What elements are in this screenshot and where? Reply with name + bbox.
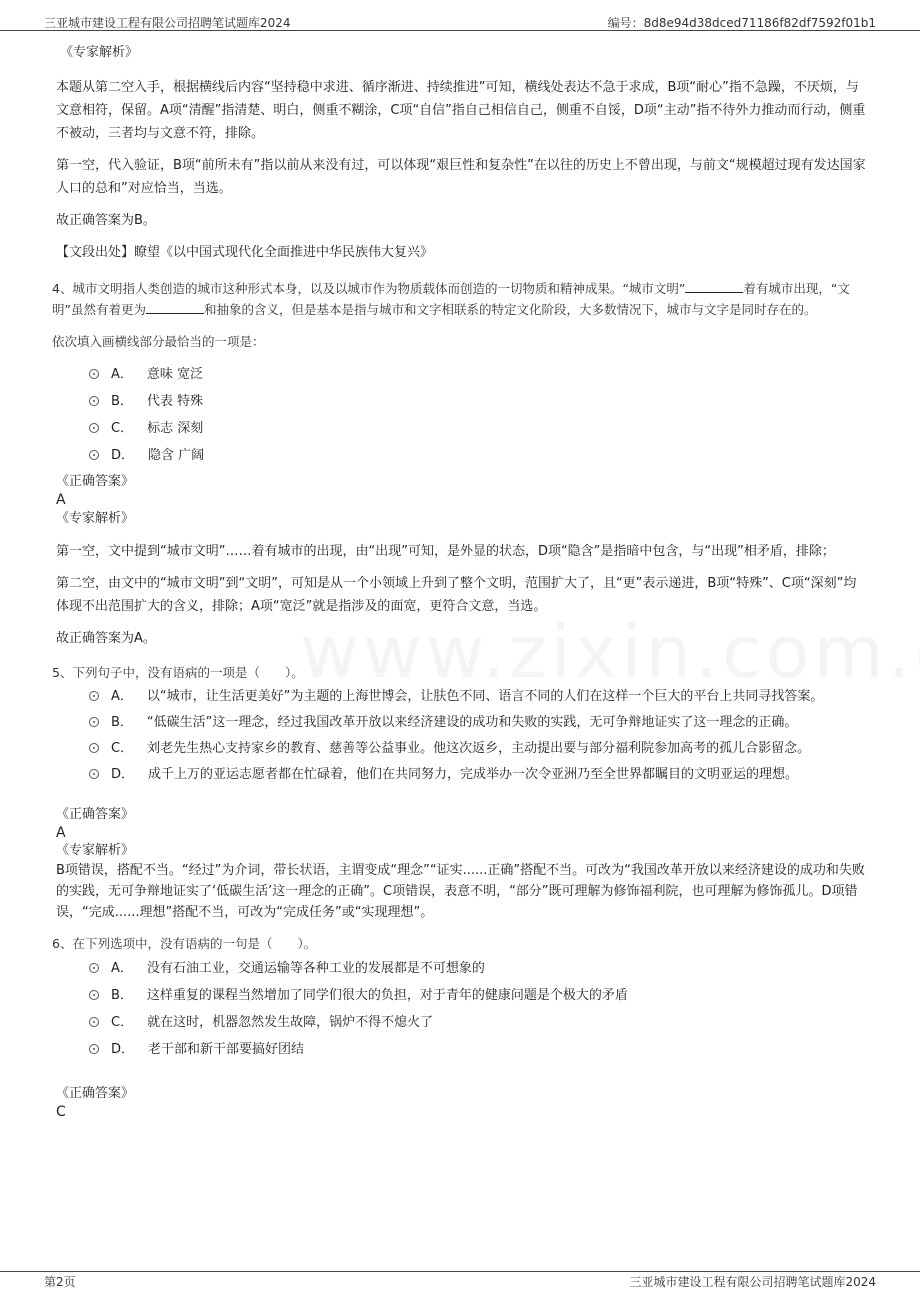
page-header [0,0,920,31]
footer-title: 三亚城市建设工程有限公司招聘笔试题库2024 [629,1275,876,1289]
q4-option-a[interactable]: A． 意味 宽泛 [52,364,868,386]
q4-option-b[interactable]: B． 代表 特殊 [52,391,868,413]
q5-option-c[interactable]: C． 刘老先生热心支持家乡的教育、慈善等公益事业。他这次返乡，主动提出要与部分福利院参加高考的孤儿合影留念。 [52,738,868,760]
q4-answer: A [56,492,66,508]
radio-button[interactable] [89,1017,99,1027]
q4-option-d[interactable]: D． 隐含 广阔 [52,445,868,467]
q4-stem-b: 着有城市出现，“文明”虽然有着更为 [52,281,850,317]
main-content [52,44,868,1121]
q6-option-d[interactable]: D． 老干部和新干部要搞好团结 [52,1039,868,1061]
q4-stem [52,278,868,320]
radio-button[interactable] [89,769,99,779]
q3-source: 【文段出处】瞭望《以中国式现代化全面推进中华民族伟大复兴》 [56,245,434,260]
q4-option-c[interactable]: C． 标志 深刻 [52,418,868,440]
q5-analysis-tag: 《专家解析》 [56,843,135,858]
q5-analysis: B项错误，搭配不当。“经过”为介词，带长状语，主谓变成“理念”“证实......正确”搭配不当。可改为“我国改革开放以来经济建设的成功和失败的实践，无可争辩地证实了‘低碳生活’这一理念的正确”。C项错误，表意不明，“部分”既可理解为修饰福利院，也可理解为修饰孤儿。D项错误，“完成......理想”搭配不当，可改为“完成任务”或“实现理想”。 [56,863,865,920]
header-code: 编号：8d8e94d38dced71186f82df7592f01b1 [607,16,876,30]
radio-button[interactable] [89,450,99,460]
q6-option-c[interactable]: C． 就在这时，机器忽然发生故障，锅炉不得不熄火了 [52,1012,868,1034]
page-footer [0,1271,920,1302]
q5-option-d[interactable]: D． 成千上万的亚运志愿者都在忙碌着，他们在共同努力，完成举办一次令亚洲乃至全世界都瞩目的文明亚运的理想。 [52,764,868,786]
footer-page-number: 第2页 [44,1275,76,1289]
q3-analysis-para1: 本题从第二空入手，根据横线后内容“坚持稳中求进、循序渐进、持续推进”可知，横线处表达不急于求成，B项“耐心”指不急躁，不厌烦，与文意相符，保留。A项“清醒”指清楚、明白，侧重不糊涂，C项“自信”指自己相信自己，侧重不自馁，D项“主动”指不待外力推动而行动，侧重不被动，三者均与文意不符，排除。 [56,80,866,141]
q4-answer-tag: 《正确答案》 [56,474,135,489]
radio-button[interactable] [89,396,99,406]
radio-button[interactable] [89,990,99,1000]
radio-button[interactable] [89,369,99,379]
q4-stem-a: 4、城市文明指人类创造的城市这种形式本身，以及以城市作为物质载体而创造的一切物质和精神成果。“城市文明” [52,281,686,296]
q4-prompt: 依次填入画横线部分最恰当的一项是： [52,334,265,349]
q5-options [52,686,868,786]
q3-analysis-answer: 故正确答案为B。 [56,213,156,228]
q4-stem-c: 和抽象的含义，但是基本是指与城市和文字相联系的特定文化阶段，大多数情况下，城市与文字是同时存在的。 [203,302,817,317]
q4-analysis-para1: 第一空，文中提到“城市文明”……着有城市的出现，由“出现”可知，是外显的状态，D项“隐含”是指暗中包含，与“出现”相矛盾，排除； [56,544,835,559]
q4-analysis-answer: 故正确答案为A。 [56,631,156,646]
q6-option-b[interactable]: B． 这样重复的课程当然增加了同学们很大的负担，对于青年的健康问题是个极大的矛盾 [52,985,868,1007]
q6-options [52,958,868,1061]
q3-analysis-tag: 《专家解析》 [60,45,139,60]
q6-answer: C [56,1104,66,1120]
radio-button[interactable] [89,717,99,727]
q6-stem: 6、在下列选项中，没有语病的一句是（ ）。 [52,936,317,951]
q3-analysis-para2: 第一空，代入验证，B项“前所未有”指以前从来没有过，可以体现“艰巨性和复杂性”在以往的历史上不曾出现，与前文“规模超过现有发达国家人口的总和”对应恰当，当选。 [56,158,866,196]
q5-option-b[interactable]: B． “低碳生活”这一理念，经过我国改革开放以来经济建设的成功和失败的实践，无可争辩地证实了这一理念的正确。 [52,712,868,734]
q4-analysis-para2: 第二空，由文中的“城市文明”到“文明”，可知是从一个小领域上升到了整个文明，范围扩大了，且“更”表示递进，B项“特殊”、C项“深刻”均体现不出范围扩大的含义，排除；A项“宽泛”就是指涉及的面宽，更符合文意，当选。 [56,576,857,614]
q5-stem: 5、下列句子中，没有语病的一项是（ ）。 [52,665,304,680]
radio-button[interactable] [89,423,99,433]
q5-answer-tag: 《正确答案》 [56,807,135,822]
q5-option-a[interactable]: A． 以“城市，让生活更美好”为主题的上海世博会，让肤色不同、语言不同的人们在这样一个巨大的平台上共同寻找答案。 [52,686,868,708]
blank-1 [685,280,743,293]
radio-button[interactable] [89,691,99,701]
radio-button[interactable] [89,1044,99,1054]
q4-options [52,364,868,467]
header-title: 三亚城市建设工程有限公司招聘笔试题库2024 [44,16,291,30]
radio-button[interactable] [89,743,99,753]
q6-answer-tag: 《正确答案》 [56,1086,135,1101]
q6-option-a[interactable]: A． 没有石油工业，交通运输等各种工业的发展都是不可想象的 [52,958,868,980]
radio-button[interactable] [89,963,99,973]
q5-answer: A [56,825,66,841]
blank-2 [146,301,204,314]
q4-analysis-tag: 《专家解析》 [56,511,135,526]
